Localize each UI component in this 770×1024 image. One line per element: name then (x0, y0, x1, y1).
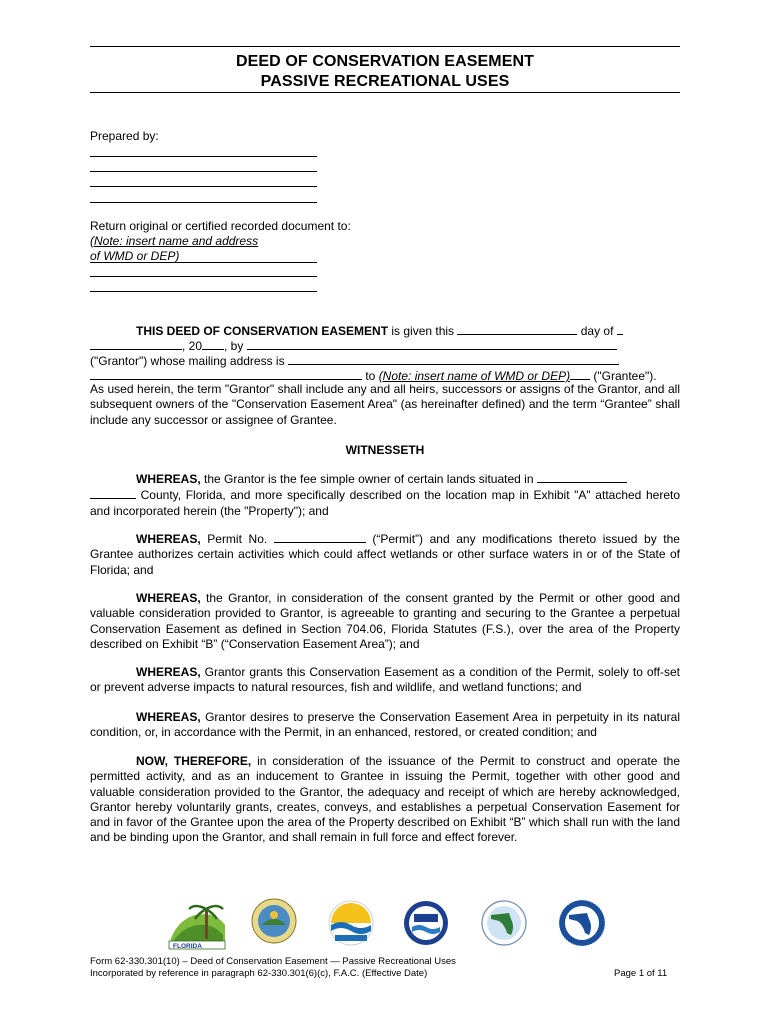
footer-form-line: Form 62-330.301(10) – Deed of Conservation Easement — Passive Recreational Uses (90, 956, 456, 967)
agency-logos-row (165, 895, 615, 955)
grantee-blank-tail (570, 368, 590, 380)
return-to-note-line2: of WMD or DEP) (90, 249, 180, 263)
header-top-rule (90, 46, 680, 47)
whereas-5-text: Grantor desires to preserve the Conservation Easement Area in perpetuity in its natural condition, or, in accordance with the Permit, in an enhanced, restored, or created condition; and (90, 710, 680, 740)
prepared-by-line-3 (90, 186, 317, 187)
whereas-1-text-a: the Grantor is the fee simple owner of certain lands situated in (200, 472, 537, 486)
sun-wave-district-logo-icon (325, 899, 377, 947)
county-blank-2 (90, 487, 136, 499)
whereas-paragraph-5 (90, 710, 680, 741)
whereas-2-lead: WHEREAS, (136, 532, 201, 546)
grantor-name-blank (247, 338, 617, 350)
return-to-line-2 (90, 276, 317, 277)
intro-day-of: day of (577, 324, 617, 338)
county-blank-1 (537, 471, 627, 483)
intro-line-2 (90, 338, 617, 354)
return-to-note-text-1: (Note: insert name and address (90, 234, 259, 248)
footer-page-number: Page 1 of 11 (614, 968, 668, 979)
water-district-logo-icon (403, 899, 449, 947)
prepared-by-line-4 (90, 202, 317, 203)
date-blank (90, 338, 182, 350)
document-title-line1: DEED OF CONSERVATION EASEMENT (235, 53, 535, 70)
document-title-line2: PASSIVE RECREATIONAL USES (260, 73, 510, 90)
grantee-note: (Note: insert name of WMD or DEP) (378, 369, 571, 383)
whereas-2-text-a: Permit No. (200, 532, 274, 546)
witnesseth-heading: WITNESSETH (345, 443, 425, 457)
florida-logo-text: FLORIDA (173, 943, 202, 950)
whereas-paragraph-1 (90, 471, 680, 519)
footer-reference-line: Incorporated by reference in paragraph 62-330.301(6)(c), F.A.C. (Effective Date) (90, 968, 428, 979)
florida-map-seal-icon (481, 899, 527, 947)
intro-to: to (362, 369, 379, 383)
year-blank (202, 338, 224, 350)
now-therefore-paragraph (90, 754, 680, 846)
header-bottom-rule (90, 92, 680, 93)
whereas-3-text: the Grantor, in consideration of the consent granted by the Permit or other good and valuable consideration provided to Grantor, is agreeable to granting and securing to the Grantee a perpetual Conservation Easement as defined in Section 704.06, Florida Statutes (F.S.), over the area of the Property described on Exhibit “B” (“Conservation Easement Area”); and (90, 591, 680, 651)
whereas-4-text: Grantor grants this Conservation Easement as a condition of the Permit, solely to off-set or prevent adverse impacts to natural resources, fish and wildlife, and wetland functions; and (90, 665, 680, 695)
prepared-by-label: Prepared by: (90, 129, 159, 143)
intro-year: , 20 (182, 339, 203, 353)
intro-body: As used herein, the term "Grantor" shall include any and all heirs, successors or assigns of the Grantor, and all subsequent owners of the "Conservation Easement Area" (as hereinafter defined) and the term “Grantee” shall include any successor or assignee of Grantee. (90, 382, 680, 427)
whereas-5-lead: WHEREAS, (136, 710, 201, 724)
intro-line-1 (136, 323, 623, 339)
intro-grantor: ("Grantor") whose mailing address is (90, 354, 288, 368)
intro-by: , by (224, 339, 247, 353)
now-therefore-text: in consideration of the issuance of the Permit to construct and operate the permitted activity, and as an inducement to Grantee in issuing the Permit, together with other good and valuable consideration provided to the Grantor, the adequacy and receipt of which are hereby acknowledged, Grantor hereby voluntarily grants, creates, conveys, and establishes a perpetual Conservation Easement for and in favor of the Grantee upon the area of the Property described on Exhibit “B” which shall run with the land and be binding upon the Grantor, and shall remain in full force and effect forever. (90, 754, 680, 845)
permit-number-blank (274, 531, 366, 543)
whereas-1-lead: WHEREAS, (136, 472, 201, 486)
return-to-label: Return original or certified recorded document to: (90, 219, 351, 233)
intro-grantee: ("Grantee"). (590, 369, 657, 383)
intro-given-text: is given this (388, 324, 458, 338)
whereas-paragraph-3 (90, 591, 680, 652)
dep-seal-icon (557, 897, 607, 949)
agency-seal-1-icon (251, 895, 297, 947)
prepared-by-line-1 (90, 156, 317, 157)
now-therefore-lead: NOW, THEREFORE, (136, 754, 252, 768)
whereas-paragraph-2 (90, 531, 680, 578)
whereas-3-lead: WHEREAS, (136, 591, 201, 605)
month-blank (617, 323, 623, 335)
whereas-4-lead: WHEREAS, (136, 665, 201, 679)
intro-lead: THIS DEED OF CONSERVATION EASEMENT (136, 324, 389, 338)
whereas-1-text-b: County, Florida, and more specifically described on the location map in Exhibit "A" attached hereto and incorporated herein (the "Property"); and (90, 488, 680, 518)
day-blank (457, 323, 577, 335)
mailing-address-blank (288, 353, 619, 365)
return-to-note-line1 (90, 234, 258, 249)
prepared-by-line-2 (90, 171, 317, 172)
florida-palm-logo-icon (165, 901, 229, 951)
address-continuation-blank (90, 368, 362, 380)
return-to-line-3 (90, 291, 317, 292)
return-to-line-1 (90, 262, 317, 263)
whereas-paragraph-4 (90, 665, 680, 696)
whereas-2-text-b: (“Permit”) and any modifications thereto issued by the Grantee authorizes certain activities which could affect wetlands or other surface waters in or of the State of Florida; and (90, 532, 680, 577)
intro-line-3 (90, 353, 619, 369)
